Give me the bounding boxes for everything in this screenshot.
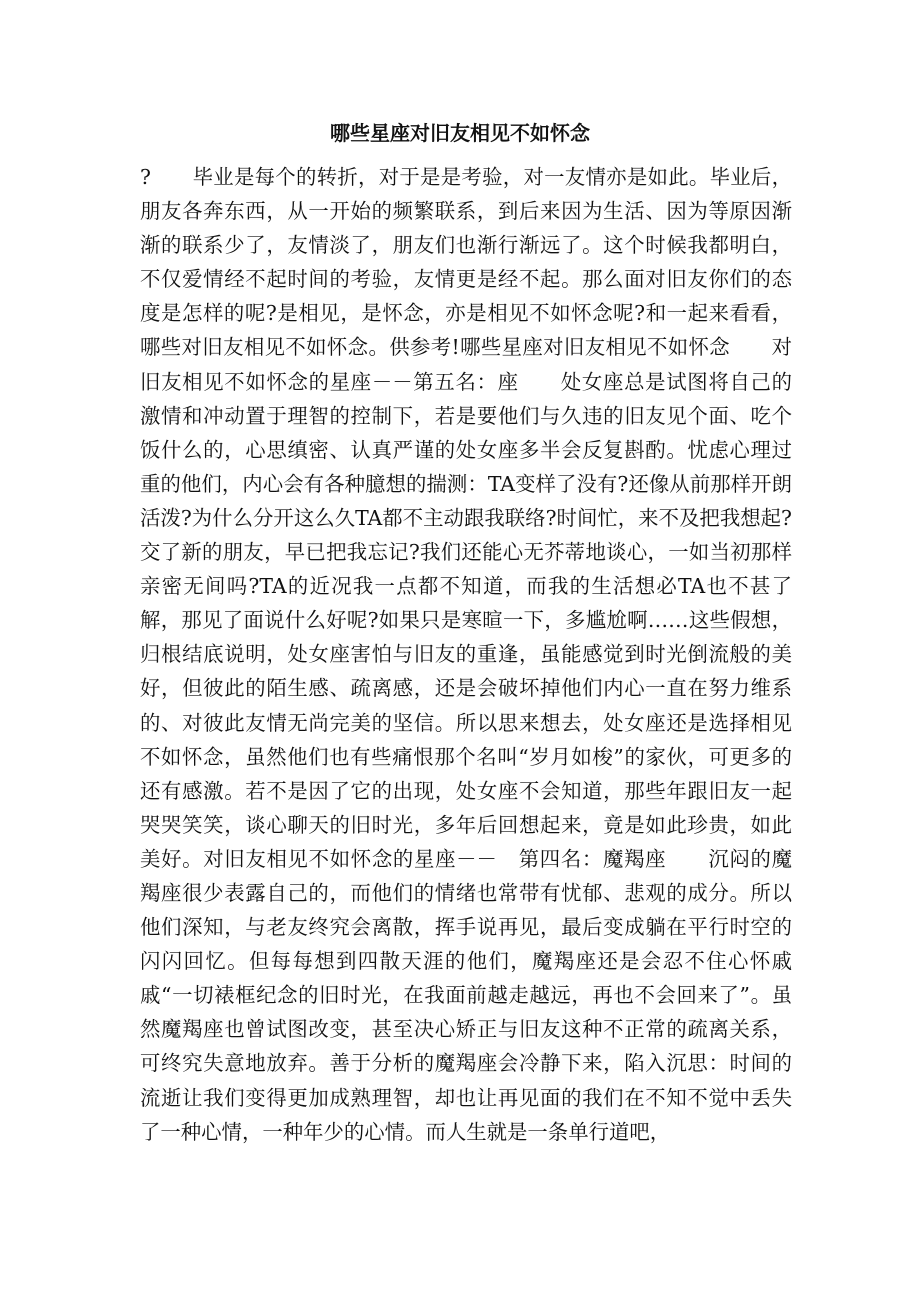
document-body-text: ? 毕业是每个的转折，对于是是考验，对一友情亦是如此。毕业后，朋友各奔东西，从一开始的频繁联系，到后来因为生活、因为等原因渐渐的联系少了，友情淡了，朋友们也渐行渐远了。这个时候我都明白，不仅爱情经不起时间的考验，友情更是经不起。那么面对旧友你们的态度是怎样的呢?是相见，是怀念，亦是相见不如怀念呢?和一起来看看，哪些对旧友相见不如怀念。供参考!哪些星座对旧友相见不如怀念 对旧友相见不如怀念的星座－－第五名：座 处女座总是试图将自己的激情和冲动置于理智的控制下，若是要他们与久违的旧友见个面、吃个饭什么的，心思缜密、认真严谨的处女座多半会反复斟酌。忧虑心理过重的他们，内心会有各种臆想的揣测：TA变样了没有?还像从前那样开朗活泼?为什么分开这么久TA都不主动跟我联络?时间忙，来不及把我想起?交了新的朋友，早已把我忘记?我们还能心无芥蒂地谈心，一如当初那样亲密无间吗?TA的近况我一点都不知道，而我的生活想必TA也不甚了解，那见了面说什么好呢?如果只是寒暄一下，多尴尬啊……这些假想，归根结底说明，处女座害怕与旧友的重逢，虽能感觉到时光倒流般的美好，但彼此的陌生感、疏离感，还是会破坏掉他们内心一直在努力维系的、对彼此友情无尚完美的坚信。所以思来想去，处女座还是选择相见不如怀念，虽然他们也有些痛恨那个名叫“岁月如梭”的家伙，可更多的还有感激。若不是因了它的出现，处女座不会知道，那些年跟旧友一起哭哭笑笑，谈心聊天的旧时光，多年后回想起来，竟是如此珍贵，如此美好。对旧友相见不如怀念的星座－－ 第四名：魔羯座 沉闷的魔羯座很少表露自己的，而他们的情绪也常带有忧郁、悲观的成分。所以他们深知，与老友终究会离散，挥手说再见，最后变成躺在平行时空的闪闪回忆。但每每想到四散天涯的他们，魔羯座还是会忍不住心怀戚戚“一切裱框纪念的旧时光，在我面前越走越远，再也不会回来了”。虽然魔羯座也曾试图改变，甚至决心矫正与旧友这种不正常的疏离关系，可终究失意地放弃。善于分析的魔羯座会冷静下来，陷入沉思：时间的流逝让我们变得更加成熟理智，却也让再见面的我们在不知不觉中丢失了一种心情，一种年少的心情。而人生就是一条单行道吧， [140,165,792,1144]
document-title: 哪些星座对旧友相见不如怀念 [330,121,590,145]
